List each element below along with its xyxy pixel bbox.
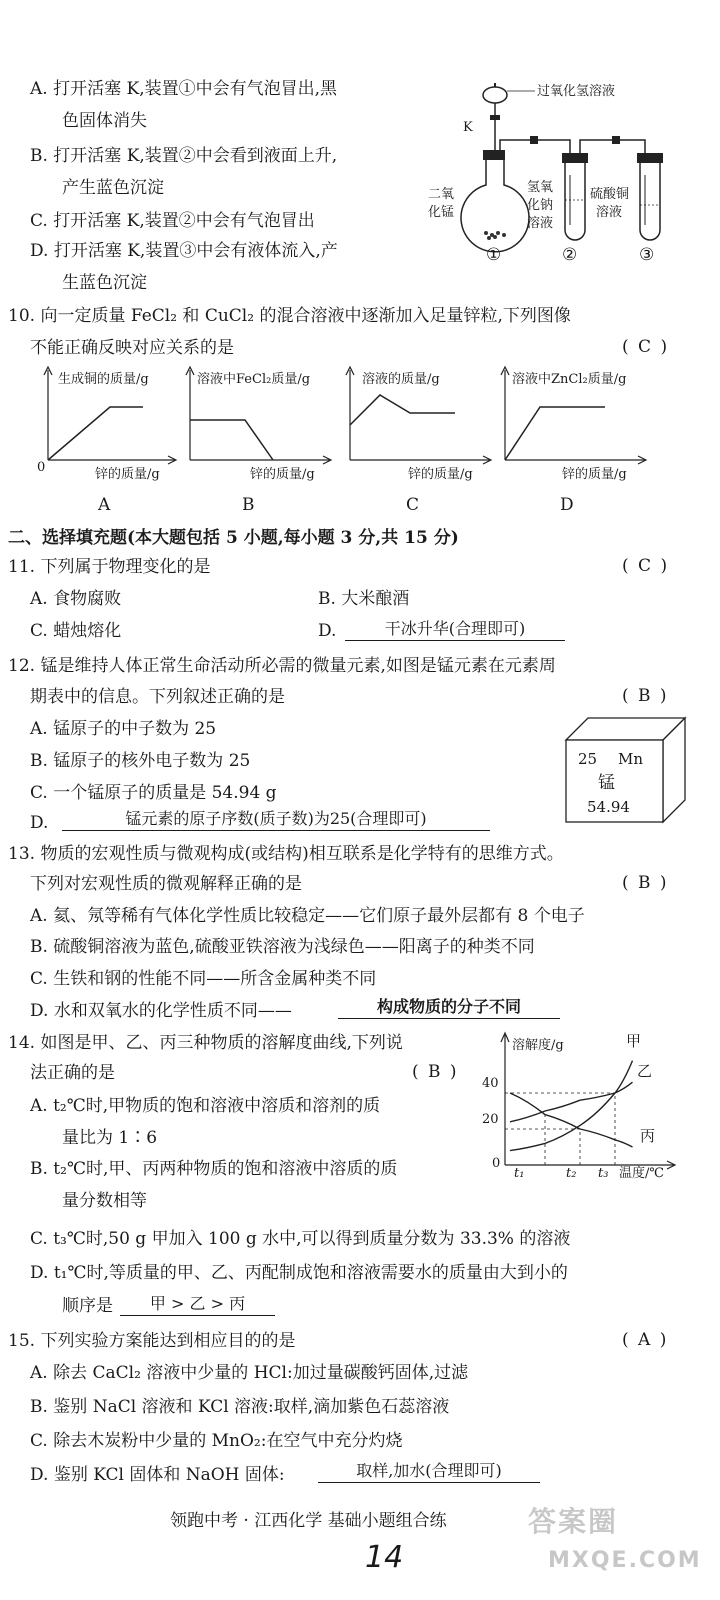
- q9-option-c: C. 打开活塞 K,装置②中会有气泡冒出: [30, 211, 315, 231]
- element-symbol: Mn: [618, 750, 644, 768]
- series-bing-line: [510, 1093, 633, 1147]
- q13-answer: ( B ): [622, 873, 669, 893]
- q10-c-letter: C: [406, 495, 420, 515]
- chart-ytick-0: 0: [492, 1156, 501, 1171]
- q10-c-xlabel: 锌的质量/g: [408, 467, 473, 482]
- q14-option-d-line2: 顺序是: [62, 1296, 113, 1316]
- q9-option-a-line1: A. 打开活塞 K,装置①中会有气泡冒出,黑: [30, 79, 337, 99]
- q12-option-c: C. 一个锰原子的质量是 54.94 g: [30, 783, 277, 803]
- q14-option-c: C. t₃℃时,50 g 甲加入 100 g 水中,可以得到质量分数为 33.3% 的溶液: [30, 1229, 571, 1249]
- q10-a-letter: A: [98, 495, 111, 515]
- q15-option-d: D. 鉴别 KCl 固体和 NaOH 固体:: [30, 1465, 285, 1485]
- q10-c-ylabel: 溶液的质量/g: [362, 372, 440, 387]
- q12-stem-line1: 12. 锰是维持人体正常生命活动所必需的微量元素,如图是锰元素在元素周: [8, 656, 556, 676]
- label-naoh-1: 氢氧: [527, 180, 554, 195]
- q10-d-letter: D: [560, 495, 574, 515]
- q9-option-b-line2: 产生蓝色沉淀: [62, 178, 164, 198]
- q14-option-a-line1: A. t₂℃时,甲物质的饱和溶液中溶质和溶剂的质: [30, 1096, 381, 1116]
- q13-stem-line1: 13. 物质的宏观性质与微观构成(或结构)相互联系是化学特有的思维方式。: [8, 844, 564, 864]
- q14-option-b-line2: 量分数相等: [62, 1191, 147, 1211]
- q14-fill-answer: 甲 > 乙 > 丙: [120, 1293, 275, 1316]
- chart-ytick-40: 40: [482, 1076, 499, 1091]
- q14-option-a-line2: 量比为 1∶6: [62, 1128, 158, 1148]
- element-name: 锰: [598, 773, 615, 793]
- element-atomic-mass: 54.94: [587, 798, 630, 816]
- q11-stem: 11. 下列属于物理变化的是: [8, 557, 211, 577]
- element-atomic-number: 25: [578, 750, 598, 768]
- q13-fill-answer: 构成物质的分子不同: [338, 996, 560, 1019]
- q11-answer: ( C ): [622, 556, 670, 576]
- q11-option-d: D.: [318, 621, 337, 641]
- series-label-bing: 丙: [640, 1127, 656, 1145]
- q10-b-letter: B: [242, 495, 255, 515]
- q10-a-xlabel: 锌的质量/g: [95, 467, 160, 482]
- label-apparatus-1: ①: [486, 245, 502, 265]
- q10-d-ylabel: 溶液中ZnCl₂质量/g: [512, 372, 627, 387]
- label-naoh-2: 化钠: [527, 198, 554, 213]
- q12-option-d: D.: [30, 813, 49, 833]
- watermark-logo: 答案圈: [528, 1505, 619, 1538]
- q12-stem-line2: 期表中的信息。下列叙述正确的是: [30, 687, 285, 707]
- series-label-jia: 甲: [626, 1032, 642, 1050]
- q14-answer: ( B ): [412, 1062, 459, 1082]
- q12-option-b: B. 锰原子的核外电子数为 25: [30, 751, 251, 771]
- chart-xtick-t1: t₁: [514, 1166, 525, 1181]
- watermark-url: MXQE.COM: [548, 1548, 702, 1573]
- apparatus-diagram: [420, 75, 690, 270]
- q10-a-ylabel: 生成铜的质量/g: [58, 372, 149, 387]
- q13-option-d: D. 水和双氧水的化学性质不同——: [30, 1001, 292, 1021]
- label-naoh-3: 溶液: [527, 216, 554, 231]
- q13-stem-line2: 下列对宏观性质的微观解释正确的是: [30, 874, 302, 894]
- chart-xtick-t3: t₃: [598, 1166, 609, 1181]
- label-apparatus-2: ②: [562, 245, 578, 265]
- q13-option-b: B. 硫酸铜溶液为蓝色,硫酸亚铁溶液为浅绿色——阳离子的种类不同: [30, 937, 535, 957]
- chart-xlabel: 温度/℃: [619, 1166, 664, 1181]
- label-cuso4-2: 溶液: [596, 205, 623, 220]
- q11-fill-answer: 干冰升华(合理即可): [345, 618, 565, 641]
- label-apparatus-3: ③: [639, 245, 655, 265]
- q10-d-xlabel: 锌的质量/g: [562, 467, 627, 482]
- chart-xtick-t2: t₂: [566, 1166, 577, 1181]
- label-mno2-1: 二氧: [428, 187, 455, 202]
- q14-option-b-line1: B. t₂℃时,甲、丙两种物质的饱和溶液中溶质的质: [30, 1159, 398, 1179]
- chart-ytick-20: 20: [482, 1112, 499, 1127]
- series-jia-line: [510, 1061, 633, 1151]
- q14-option-d-line1: D. t₁℃时,等质量的甲、乙、丙配制成饱和溶液需要水的质量由大到小的: [30, 1263, 568, 1283]
- section-2-heading: 二、选择填充题(本大题包括 5 小题,每小题 3 分,共 15 分): [8, 528, 459, 548]
- q15-option-b: B. 鉴别 NaCl 溶液和 KCl 溶液:取样,滴加紫色石蕊溶液: [30, 1397, 450, 1417]
- q10-stem-line1: 10. 向一定质量 FeCl₂ 和 CuCl₂ 的混合溶液中逐渐加入足量锌粒,下列图像: [8, 306, 571, 326]
- q15-fill-answer: 取样,加水(合理即可): [318, 1460, 540, 1483]
- label-mno2-2: 化锰: [428, 205, 455, 220]
- q15-option-c: C. 除去木炭粉中少量的 MnO₂:在空气中充分灼烧: [30, 1431, 403, 1451]
- q9-option-d-line1: D. 打开活塞 K,装置③中会有液体流入,产: [30, 241, 338, 261]
- label-h2o2: 过氧化氢溶液: [537, 84, 616, 99]
- q10-answer: ( C ): [622, 337, 670, 357]
- q14-stem-line1: 14. 如图是甲、乙、丙三种物质的溶解度曲线,下列说: [8, 1033, 403, 1053]
- q15-stem: 15. 下列实验方案能达到相应目的的是: [8, 1331, 296, 1351]
- q10-origin: 0: [37, 460, 46, 475]
- q9-option-a-line2: 色固体消失: [62, 111, 147, 131]
- label-cuso4-1: 硫酸铜: [590, 187, 630, 202]
- q15-answer: ( A ): [622, 1330, 669, 1350]
- q14-stem-line2: 法正确的是: [30, 1063, 115, 1083]
- q12-option-a: A. 锰原子的中子数为 25: [30, 719, 217, 739]
- q11-option-a: A. 食物腐败: [30, 589, 122, 609]
- q13-option-a: A. 氦、氖等稀有气体化学性质比较稳定——它们原子最外层都有 8 个电子: [30, 906, 585, 926]
- q9-option-d-line2: 生蓝色沉淀: [62, 273, 147, 293]
- q12-fill-answer: 锰元素的原子序数(质子数)为25(合理即可): [62, 808, 490, 831]
- handwritten-page-number: 14: [365, 1540, 404, 1575]
- series-label-yi: 乙: [637, 1062, 653, 1080]
- q9-option-b-line1: B. 打开活塞 K,装置②中会看到液面上升,: [30, 146, 338, 166]
- label-k: K: [463, 120, 473, 135]
- q11-option-c: C. 蜡烛熔化: [30, 621, 122, 641]
- footer-text: 领跑中考 · 江西化学 基础小题组合练: [170, 1511, 447, 1531]
- q10-stem-line2: 不能正确反映对应关系的是: [30, 338, 234, 358]
- chart-ylabel: 溶解度/g: [512, 1038, 564, 1053]
- q13-option-c: C. 生铁和钢的性能不同——所含金属种类不同: [30, 969, 377, 989]
- q12-answer: ( B ): [622, 686, 669, 706]
- q10-b-xlabel: 锌的质量/g: [250, 467, 315, 482]
- q10-b-ylabel: 溶液中FeCl₂质量/g: [197, 372, 311, 387]
- q15-option-a: A. 除去 CaCl₂ 溶液中少量的 HCl:加过量碳酸钙固体,过滤: [30, 1363, 469, 1383]
- q11-option-b: B. 大米酿酒: [318, 589, 410, 609]
